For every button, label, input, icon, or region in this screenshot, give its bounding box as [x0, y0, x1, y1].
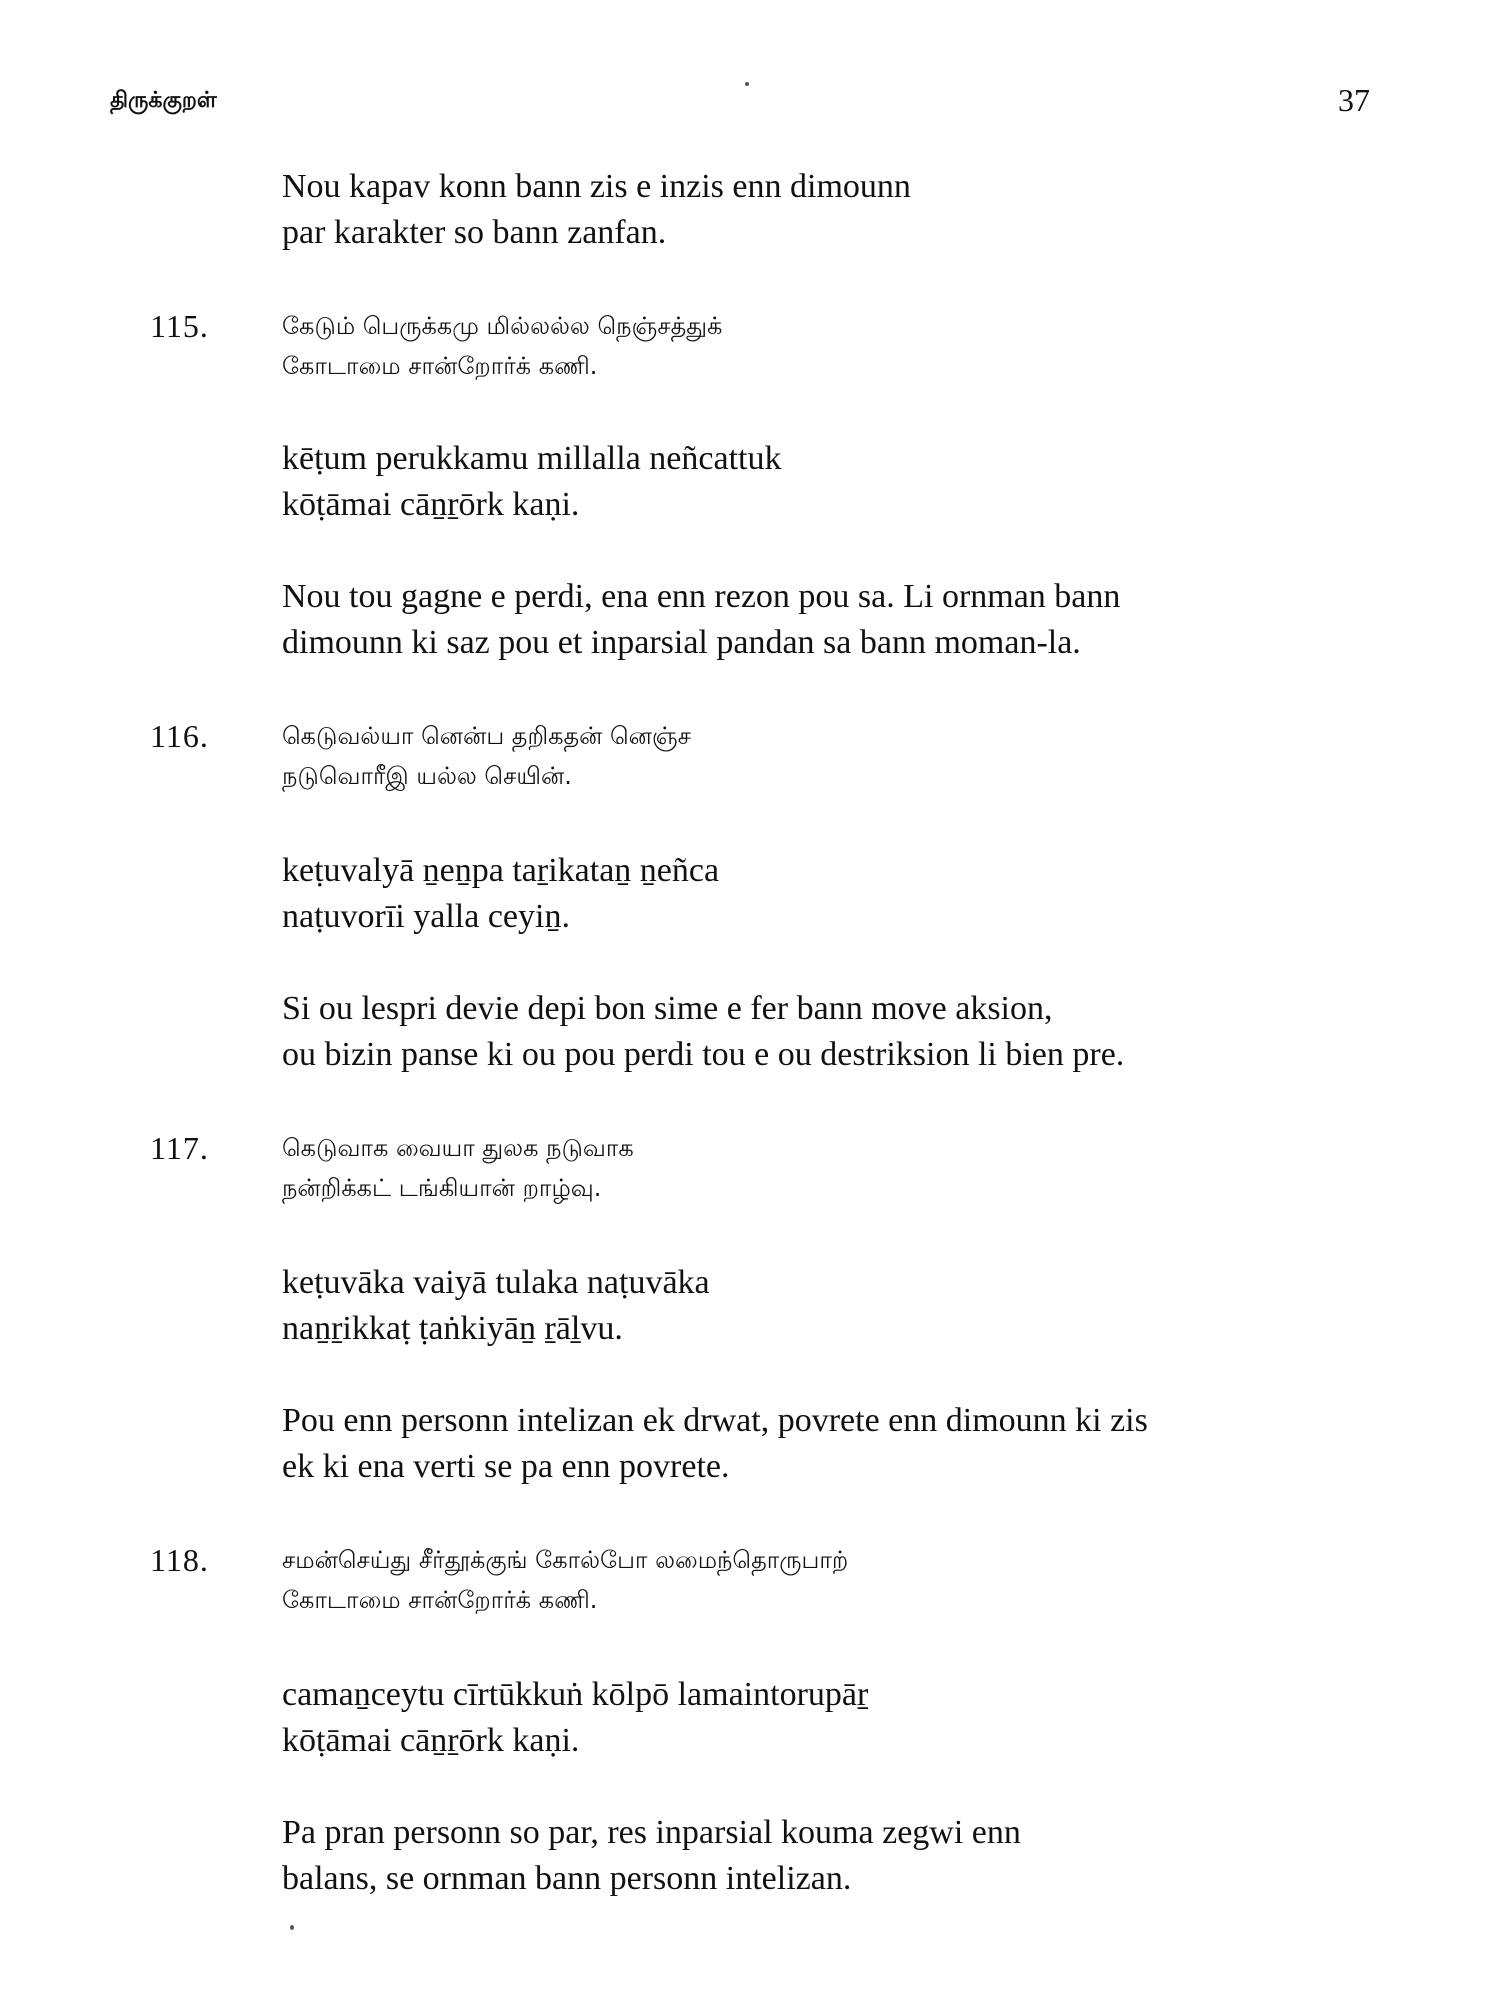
- transliteration-line: kōṭāmai cāṉṟōrk kaṇi.: [282, 1722, 580, 1759]
- transliteration-line: kōṭāmai cāṉṟōrk kaṇi.: [282, 486, 580, 523]
- translation-line: balans, se ornman bann personn intelizan.: [282, 1860, 852, 1897]
- scan-speck: [745, 82, 749, 86]
- verse-number: 116.: [150, 718, 209, 754]
- verse-transliteration: [282, 848, 1412, 940]
- verse-transliteration: [282, 436, 1412, 528]
- tamil-line: கெடுவாக வையா துலக நடுவாக: [282, 1134, 634, 1162]
- verse-translation: [282, 1398, 1412, 1490]
- tamil-line: நடுவொரீஇ யல்ல செயின்.: [282, 762, 572, 790]
- verse-tamil: [282, 1540, 1412, 1620]
- transliteration-line: camaṉceytu cīrtūkkuṅ kōlpō lamaintorupāṟ: [282, 1676, 869, 1713]
- transliteration-line: kēṭum perukkamu millalla neñcattuk: [282, 440, 782, 477]
- verse-transliteration: [282, 1672, 1412, 1764]
- verse-tamil: [282, 716, 1412, 796]
- transliteration-line: naṉṟikkaṭ ṭaṅkiyāṉ ṟāḻvu.: [282, 1310, 623, 1347]
- tamil-line: கெடுவல்யா னென்ப தறிகதன் னெஞ்ச: [282, 722, 691, 750]
- verse-translation: [282, 986, 1412, 1078]
- translation-line: dimounn ki saz pou et inparsial pandan sa bann moman-la.: [282, 624, 1081, 661]
- translation-line: Pou enn personn intelizan ek drwat, povrete enn dimounn ki zis: [282, 1402, 1148, 1439]
- transliteration-line: naṭuvorīi yalla ceyiṉ.: [282, 898, 570, 935]
- translation-line: ou bizin panse ki ou pou perdi tou e ou destriksion li bien pre.: [282, 1036, 1125, 1073]
- tamil-line: கோடாமை சான்றோர்க் கணி.: [282, 352, 598, 380]
- verse-number: 117.: [150, 1130, 209, 1166]
- translation-line: Nou tou gagne e perdi, ena enn rezon pou sa. Li ornman bann: [282, 578, 1121, 615]
- transliteration-line: keṭuvāka vaiyā tulaka naṭuvāka: [282, 1264, 710, 1301]
- verse-translation: [282, 1810, 1412, 1902]
- verse-tamil: [282, 306, 1412, 386]
- running-title: திருக்குறள்: [110, 88, 217, 113]
- translation-line: Si ou lespri devie depi bon sime e fer bann move aksion,: [282, 990, 1053, 1027]
- intro-translation: [282, 164, 1412, 256]
- scan-speck: [290, 1925, 294, 1930]
- tamil-line: நன்றிக்கட் டங்கியான் றாழ்வு.: [282, 1174, 602, 1202]
- transliteration-line: keṭuvalyā ṉeṉpa taṟikataṉ ṉeñca: [282, 852, 720, 889]
- tamil-line: கோடாமை சான்றோர்க் கணி.: [282, 1586, 598, 1614]
- tamil-line: சமன்செய்து சீர்தூக்குங் கோல்போ லமைந்தொருபாற்: [282, 1546, 849, 1574]
- translation-line: Pa pran personn so par, res inparsial kouma zegwi enn: [282, 1814, 1021, 1851]
- verse-number: 115.: [150, 308, 209, 344]
- verse-transliteration: [282, 1260, 1412, 1352]
- verse-tamil: [282, 1128, 1412, 1208]
- translation-line: par karakter so bann zanfan.: [282, 214, 667, 251]
- verse-translation: [282, 574, 1412, 666]
- tamil-line: கேடும் பெருக்கமு மில்லல்ல நெஞ்சத்துக்: [282, 312, 723, 340]
- page-number: 37: [1338, 82, 1370, 118]
- translation-line: Nou kapav konn bann zis e inzis enn dimounn: [282, 168, 911, 205]
- translation-line: ek ki ena verti se pa enn povrete.: [282, 1448, 730, 1485]
- verse-number: 118.: [150, 1542, 209, 1578]
